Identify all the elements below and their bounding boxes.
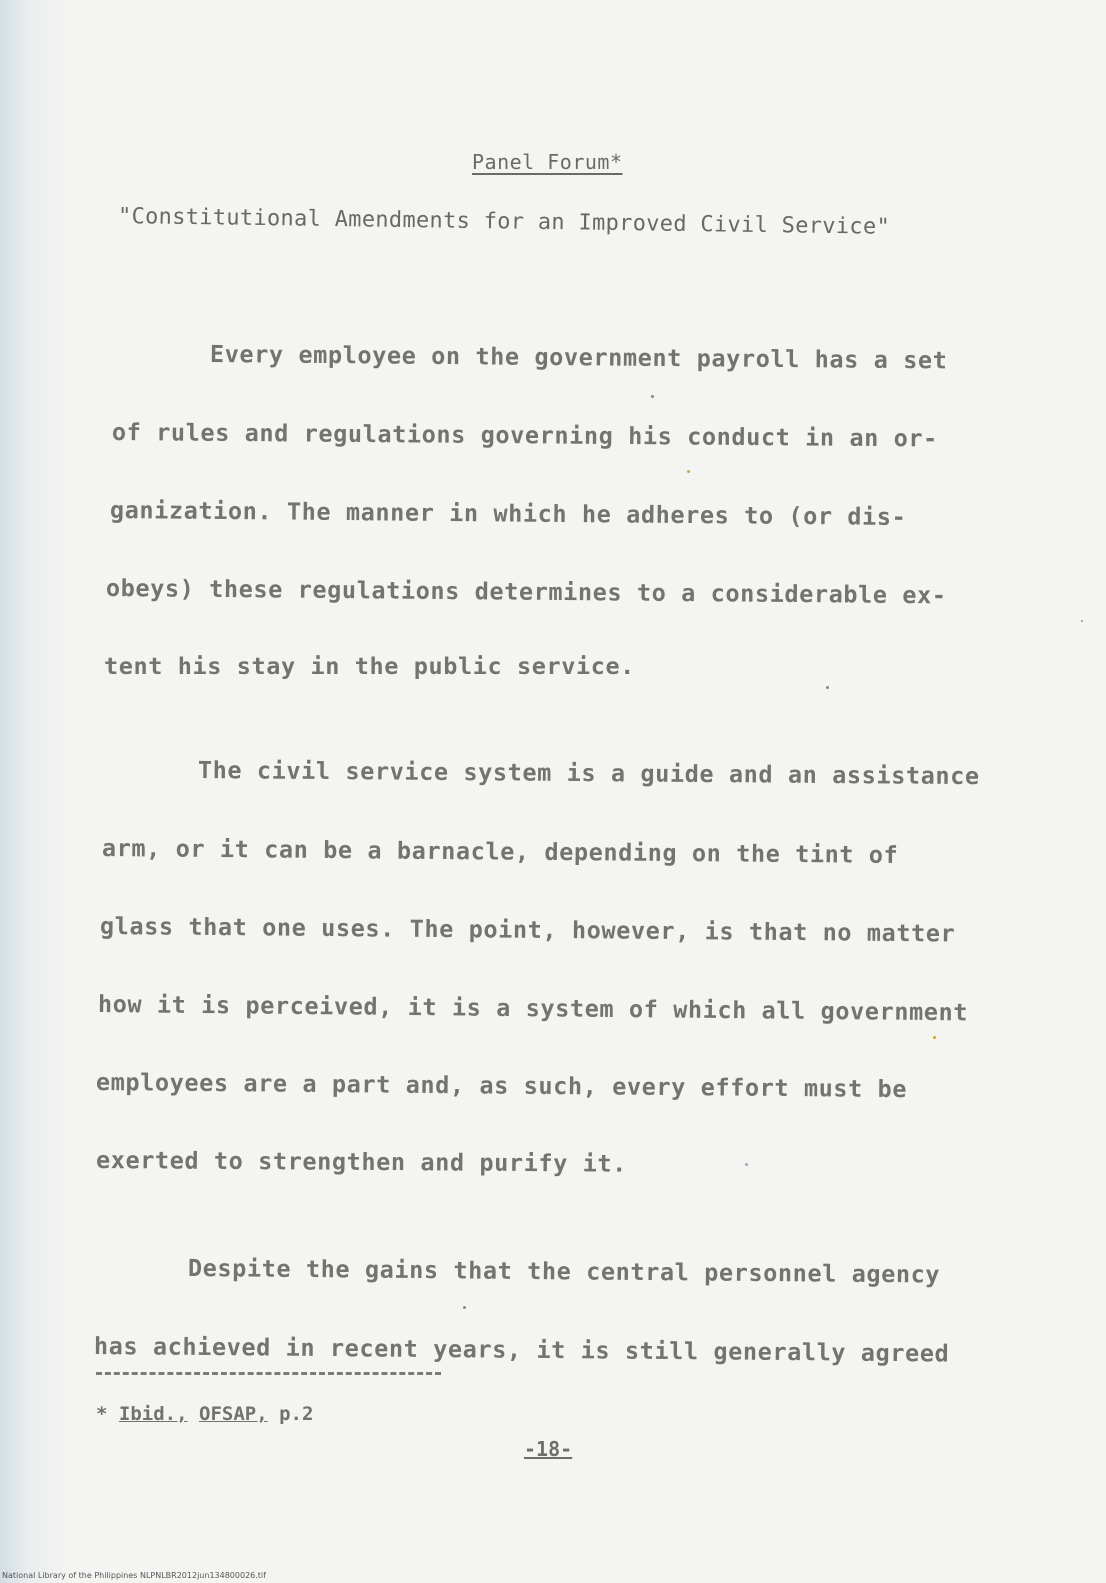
paragraph-1-line-2: of rules and regulations governing his conduct in an or- xyxy=(111,418,938,453)
page-subtitle: "Constitutional Amendments for an Improved Civil Service" xyxy=(117,204,891,240)
footnote-marker: * xyxy=(96,1403,108,1425)
paragraph-3-line-2: has achieved in recent years, it is still generally agreed xyxy=(93,1332,950,1368)
paragraph-2-line-2: arm, or it can be a barnacle, depending on the tint of xyxy=(101,834,899,869)
scan-speck xyxy=(1081,620,1083,622)
paragraph-2-line-6: exerted to strengthen and purify it. xyxy=(95,1146,628,1178)
paragraph-1-line-3: ganization. The manner in which he adheres to (or dis- xyxy=(109,496,907,531)
footnote xyxy=(96,1403,313,1425)
scan-speck xyxy=(745,1163,748,1166)
scan-speck xyxy=(933,1036,936,1039)
paragraph-2-line-1: The civil service system is a guide and an assistance xyxy=(197,756,980,791)
paragraph-2-line-4: how it is perceived, it is a system of which all government xyxy=(97,990,969,1027)
paragraph-2-line-3: glass that one uses. The point, however, is that no matter xyxy=(99,912,956,948)
scan-speck xyxy=(463,1306,466,1309)
footnote-page: p.2 xyxy=(279,1403,314,1425)
paragraph-1-line-5: tent his stay in the public service. xyxy=(104,652,635,680)
footnote-separator xyxy=(96,1372,441,1375)
paragraph-1-line-4: obeys) these regulations determines to a considerable ex- xyxy=(105,574,947,610)
paragraph-3-line-1: Despite the gains that the central personnel agency xyxy=(187,1254,941,1289)
footnote-ibid: Ibid., xyxy=(118,1403,188,1425)
scan-speck xyxy=(687,470,690,473)
page-number: -18- xyxy=(524,1437,573,1461)
paragraph-1-line-1: Every employee on the government payroll has a set xyxy=(209,340,948,375)
page-title: Panel Forum* xyxy=(472,150,623,174)
scan-speck xyxy=(651,395,654,398)
footnote-source: OFSAP, xyxy=(199,1403,268,1425)
scan-speck xyxy=(826,686,829,689)
paragraph-2-line-5: employees are a part and, as such, every effort must be xyxy=(95,1068,908,1104)
scan-caption: National Library of the Philippines NLPNLBR2012jun134800026.tif xyxy=(2,1571,266,1580)
